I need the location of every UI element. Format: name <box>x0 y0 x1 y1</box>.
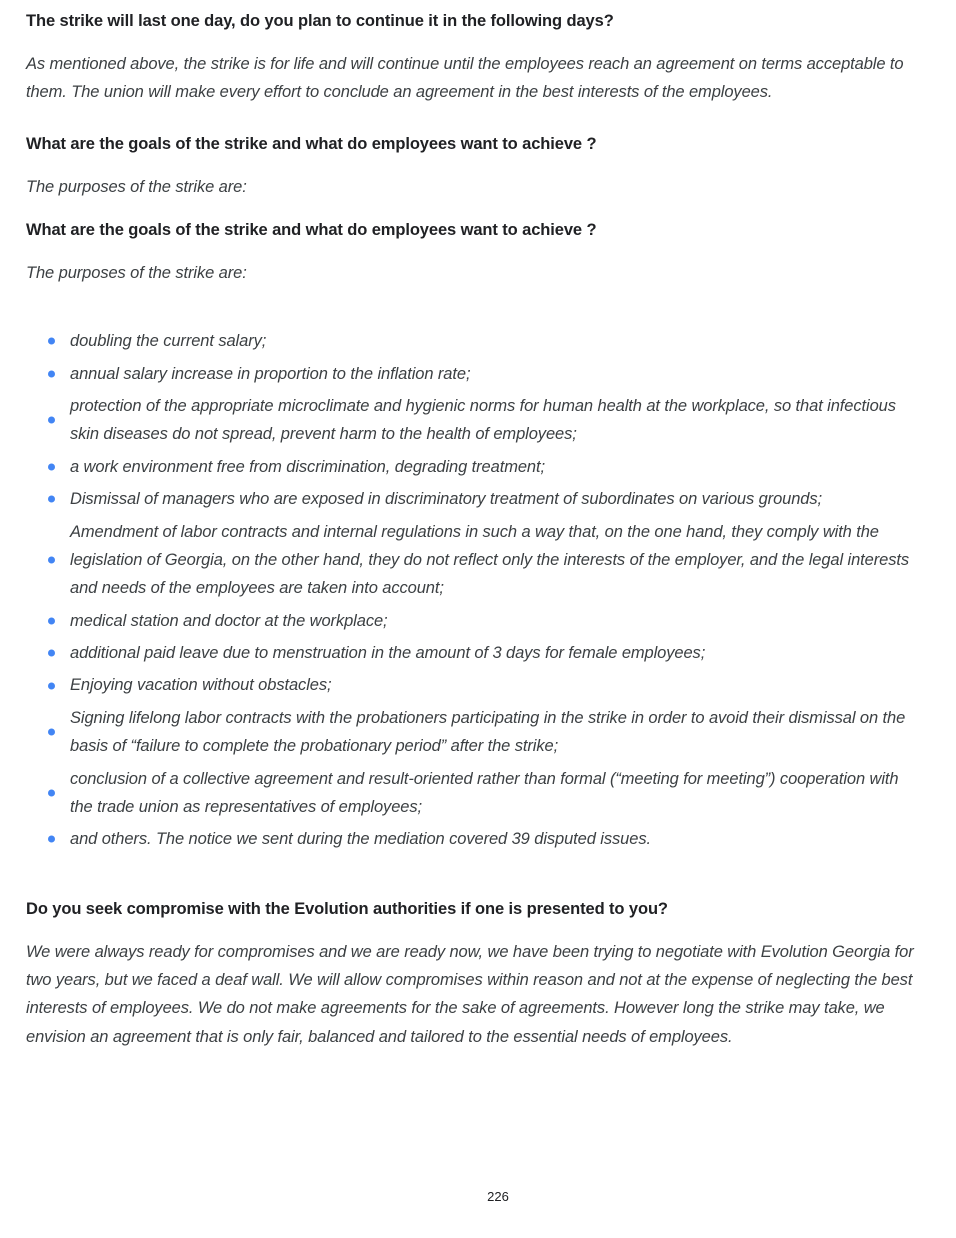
question-heading-3: What are the goals of the strike and what do employees want to achieve ? <box>26 220 597 239</box>
bullet-dot-icon <box>48 417 55 424</box>
bullet-dot-icon <box>48 729 55 736</box>
bullet-dot-icon <box>48 682 55 689</box>
list-item <box>26 765 914 822</box>
bullet-dot-icon <box>48 617 55 624</box>
bullet-dot-icon <box>48 338 55 345</box>
spacer <box>26 305 914 327</box>
bullet-dot-icon <box>48 650 55 657</box>
list-item-text: medical station and doctor at the workplace; <box>70 611 388 630</box>
list-item <box>26 485 914 513</box>
bullet-dot-icon <box>48 463 55 470</box>
list-item-text: protection of the appropriate microclimate and hygienic norms for human health at the workplace, so that infectious skin diseases do not spread, prevent harm to the health of employees; <box>70 397 896 444</box>
list-item <box>26 704 914 761</box>
bullet-dot-icon <box>48 557 55 564</box>
list-item-text: Dismissal of managers who are exposed in discriminatory treatment of subordinates on various grounds; <box>70 490 823 509</box>
list-item <box>26 360 914 388</box>
list-item-text: Signing lifelong labor contracts with the probationers participating in the strike in order to avoid their dismissal on the basis of “failure to complete the probationary period” after the strike; <box>70 708 906 756</box>
list-item-text: Enjoying vacation without obstacles; <box>70 676 332 695</box>
list-item-text: doubling the current salary; <box>70 332 267 351</box>
list-item-text: Amendment of labor contracts and internal regulations in such a way that, on the one hand, they comply with the legislation of Georgia, on the other hand, they do not reflect only the interests of the employer, and the legal interests and needs of the employees are taken into account; <box>70 522 909 598</box>
answer-paragraph-4: We were always ready for compromises and we are ready now, we have been trying to negotiate with Evolution Georgia for two years, but we faced a deaf wall. We will allow compromises within reason and not at the expense of neglecting the best interests of employees. We do not make agreements for the sake of agreements. However long the strike may take, we envision an agreement that is only fair, balanced and tailored to the essential needs of employees. <box>26 942 914 1046</box>
answer-paragraph-1: As mentioned above, the strike is for life and will continue until the employees reach an agreement on terms acceptable to them. The union will make every effort to conclude an agreement in the best interests of the employees. <box>26 54 904 102</box>
list-item-text: and others. The notice we sent during the mediation covered 39 disputed issues. <box>70 830 651 849</box>
list-item <box>26 518 914 603</box>
bullet-dot-icon <box>48 789 55 796</box>
question-heading-2: What are the goals of the strike and what do employees want to achieve ? <box>26 134 597 153</box>
list-item <box>26 392 914 449</box>
answer-paragraph-2: The purposes of the strike are: <box>26 177 247 196</box>
list-item <box>26 639 914 667</box>
bullet-dot-icon <box>48 370 55 377</box>
list-item <box>26 327 914 355</box>
list-item-text: annual salary increase in proportion to the inflation rate; <box>70 364 471 383</box>
page-number-text: 226 <box>487 1189 509 1204</box>
list-item-text: conclusion of a collective agreement and result-oriented rather than formal (“meeting for meeting”) cooperation with the trade union as representatives of employees; <box>70 769 899 816</box>
question-heading-4: Do you seek compromise with the Evolution authorities if one is presented to you? <box>26 899 668 918</box>
bullet-dot-icon <box>48 496 55 503</box>
list-item <box>26 607 914 635</box>
list-item <box>26 453 914 481</box>
bullet-dot-icon <box>48 836 55 843</box>
list-item-text: additional paid leave due to menstruation in the amount of 3 days for female employees; <box>70 644 706 663</box>
spacer <box>26 125 914 133</box>
spacer <box>26 858 914 898</box>
question-heading-1: The strike will last one day, do you plan to continue it in the following days? <box>26 12 614 30</box>
list-item <box>26 671 914 699</box>
strike-goals-list <box>26 327 914 853</box>
list-item <box>26 825 914 853</box>
answer-paragraph-3: The purposes of the strike are: <box>26 263 247 282</box>
page-number <box>0 1189 956 1204</box>
list-item-text: a work environment free from discrimination, degrading treatment; <box>70 457 545 476</box>
